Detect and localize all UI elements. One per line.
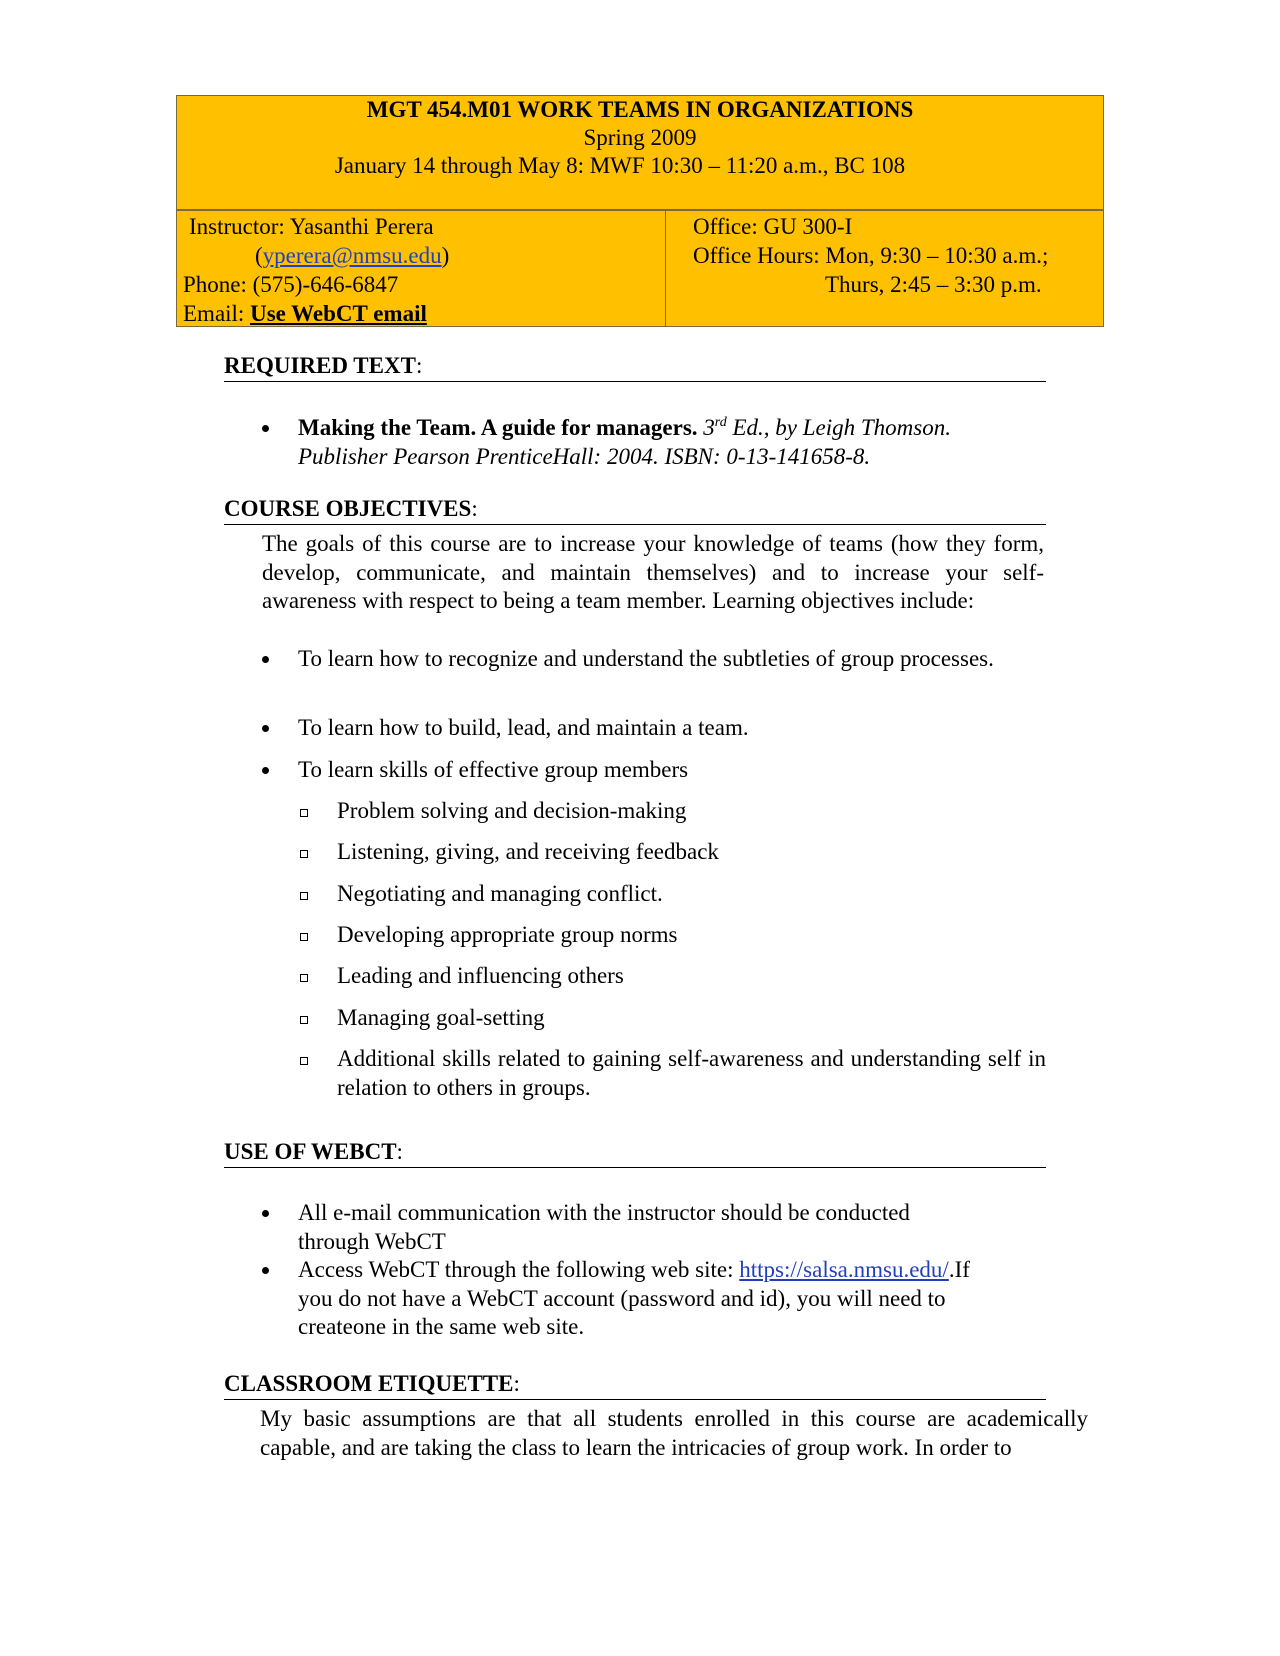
instructor-email-link[interactable]: yperera@nmsu.edu	[262, 243, 442, 268]
book-author: Ed., by Leigh Thomson.	[726, 415, 951, 440]
etiquette-heading	[224, 1370, 1046, 1400]
section-title: CLASSROOM ETIQUETTE	[224, 1371, 514, 1396]
webct-access-text: Access WebCT through the following web site:	[298, 1257, 740, 1282]
course-term: Spring 2009	[583, 125, 697, 150]
skill-text: Negotiating and managing conflict.	[337, 881, 663, 906]
objective-item	[262, 756, 1046, 785]
webct-text: All e-mail communication with the instructor should be conducted through WebCT	[298, 1200, 910, 1254]
webct-account-text: .If you do not have a WebCT account (password and id), you will need to createone in the same web site.	[298, 1257, 970, 1339]
skill-item	[300, 880, 1046, 909]
section-title: USE OF WEBCT	[224, 1139, 397, 1164]
webct-email-value: Use WebCT email	[250, 301, 427, 326]
office-location: Office: GU 300-I	[693, 214, 853, 239]
instructor-cell	[183, 212, 450, 328]
title-colon: :	[396, 1139, 403, 1164]
objectives-heading	[224, 495, 1046, 525]
bullet-icon	[262, 1267, 269, 1274]
bullet-icon	[262, 767, 269, 774]
etiquette-body: My basic assumptions are that all students enrolled in this course are academically capable, and are taking the class to learn the intricacies of group work. In order to	[260, 1406, 1088, 1460]
required-book	[262, 414, 1046, 471]
checkbox-square-icon	[300, 1057, 308, 1065]
checkbox-square-icon	[300, 892, 308, 900]
bullet-icon	[262, 725, 269, 732]
bullet-icon	[262, 1210, 269, 1217]
objective-text: To learn how to recognize and understand the subtleties of group processes.	[298, 646, 994, 671]
office-hours: Office Hours: Mon, 9:30 – 10:30 a.m.;	[693, 243, 1049, 268]
checkbox-square-icon	[300, 1016, 308, 1024]
checkbox-square-icon	[300, 974, 308, 982]
skill-item	[300, 921, 1046, 950]
skill-text: Managing goal-setting	[337, 1005, 545, 1030]
skill-item	[300, 962, 1046, 991]
paren-open: (	[255, 243, 263, 268]
section-title: COURSE OBJECTIVES	[224, 496, 472, 521]
skill-text: Problem solving and decision-making	[337, 798, 687, 823]
title-colon: :	[415, 353, 423, 378]
skill-item	[300, 1004, 1046, 1033]
webct-item	[262, 1256, 982, 1342]
checkbox-square-icon	[300, 933, 308, 941]
email-label: Email:	[183, 301, 251, 326]
bullet-icon	[262, 425, 269, 432]
title-colon: :	[471, 496, 478, 521]
course-header	[176, 95, 1104, 210]
paren-close: )	[441, 243, 450, 268]
course-title: MGT 454.M01 WORK TEAMS IN ORGANIZATIONS	[366, 97, 914, 122]
skill-text: Additional skills related to gaining self-awareness and understanding self in relation to others in groups.	[337, 1046, 1046, 1100]
course-schedule: January 14 through May 8: MWF 10:30 – 11:20 a.m., BC 108	[334, 153, 906, 178]
webct-heading	[224, 1138, 1046, 1168]
skill-text: Leading and influencing others	[337, 963, 624, 988]
header-rule	[177, 210, 1103, 211]
skill-text: Developing appropriate group norms	[337, 922, 678, 947]
objective-item	[262, 645, 1046, 674]
webct-text	[298, 1256, 988, 1342]
bullet-icon	[262, 656, 269, 663]
book-title: Making the Team. A guide for managers.	[298, 415, 698, 440]
skill-item	[300, 797, 1046, 826]
objective-item	[262, 714, 1046, 743]
checkbox-square-icon	[300, 809, 308, 817]
instructor-name: Instructor: Yasanthi Perera	[189, 214, 434, 239]
instructor-email-pref	[183, 299, 449, 328]
edition-number: 3	[703, 415, 715, 440]
column-divider	[665, 210, 666, 326]
skill-text: Listening, giving, and receiving feedback	[337, 839, 719, 864]
required-text-heading	[224, 352, 1046, 382]
title-colon: :	[513, 1371, 520, 1396]
objective-text: To learn how to build, lead, and maintain a team.	[298, 715, 749, 740]
objective-text: To learn skills of effective group members	[298, 757, 689, 782]
edition-suffix: rd	[714, 415, 727, 430]
office-cell	[693, 212, 1048, 299]
webct-item	[262, 1199, 982, 1256]
book-publisher: Publisher Pearson PrenticeHall: 2004. ISBN: 0-13-141658-8.	[298, 443, 871, 469]
instructor-phone: Phone: (575)-646-6847	[183, 272, 399, 297]
checkbox-square-icon	[300, 850, 308, 858]
salsa-link[interactable]: https://salsa.nmsu.edu/	[739, 1257, 949, 1282]
objectives-intro: The goals of this course are to increase your knowledge of teams (how they form, develop, communicate, and maintain themselves) and to increase your self-awareness with respect to being a team member. Learning objectives include:	[262, 531, 1044, 613]
skill-item	[300, 838, 1046, 867]
office-hours-thursday: Thurs, 2:45 – 3:30 p.m.	[825, 272, 1042, 297]
instructor-info-box	[176, 210, 1104, 327]
skill-item	[300, 1045, 1046, 1102]
instructor-email-line	[189, 241, 449, 270]
section-title: REQUIRED TEXT	[224, 353, 416, 378]
